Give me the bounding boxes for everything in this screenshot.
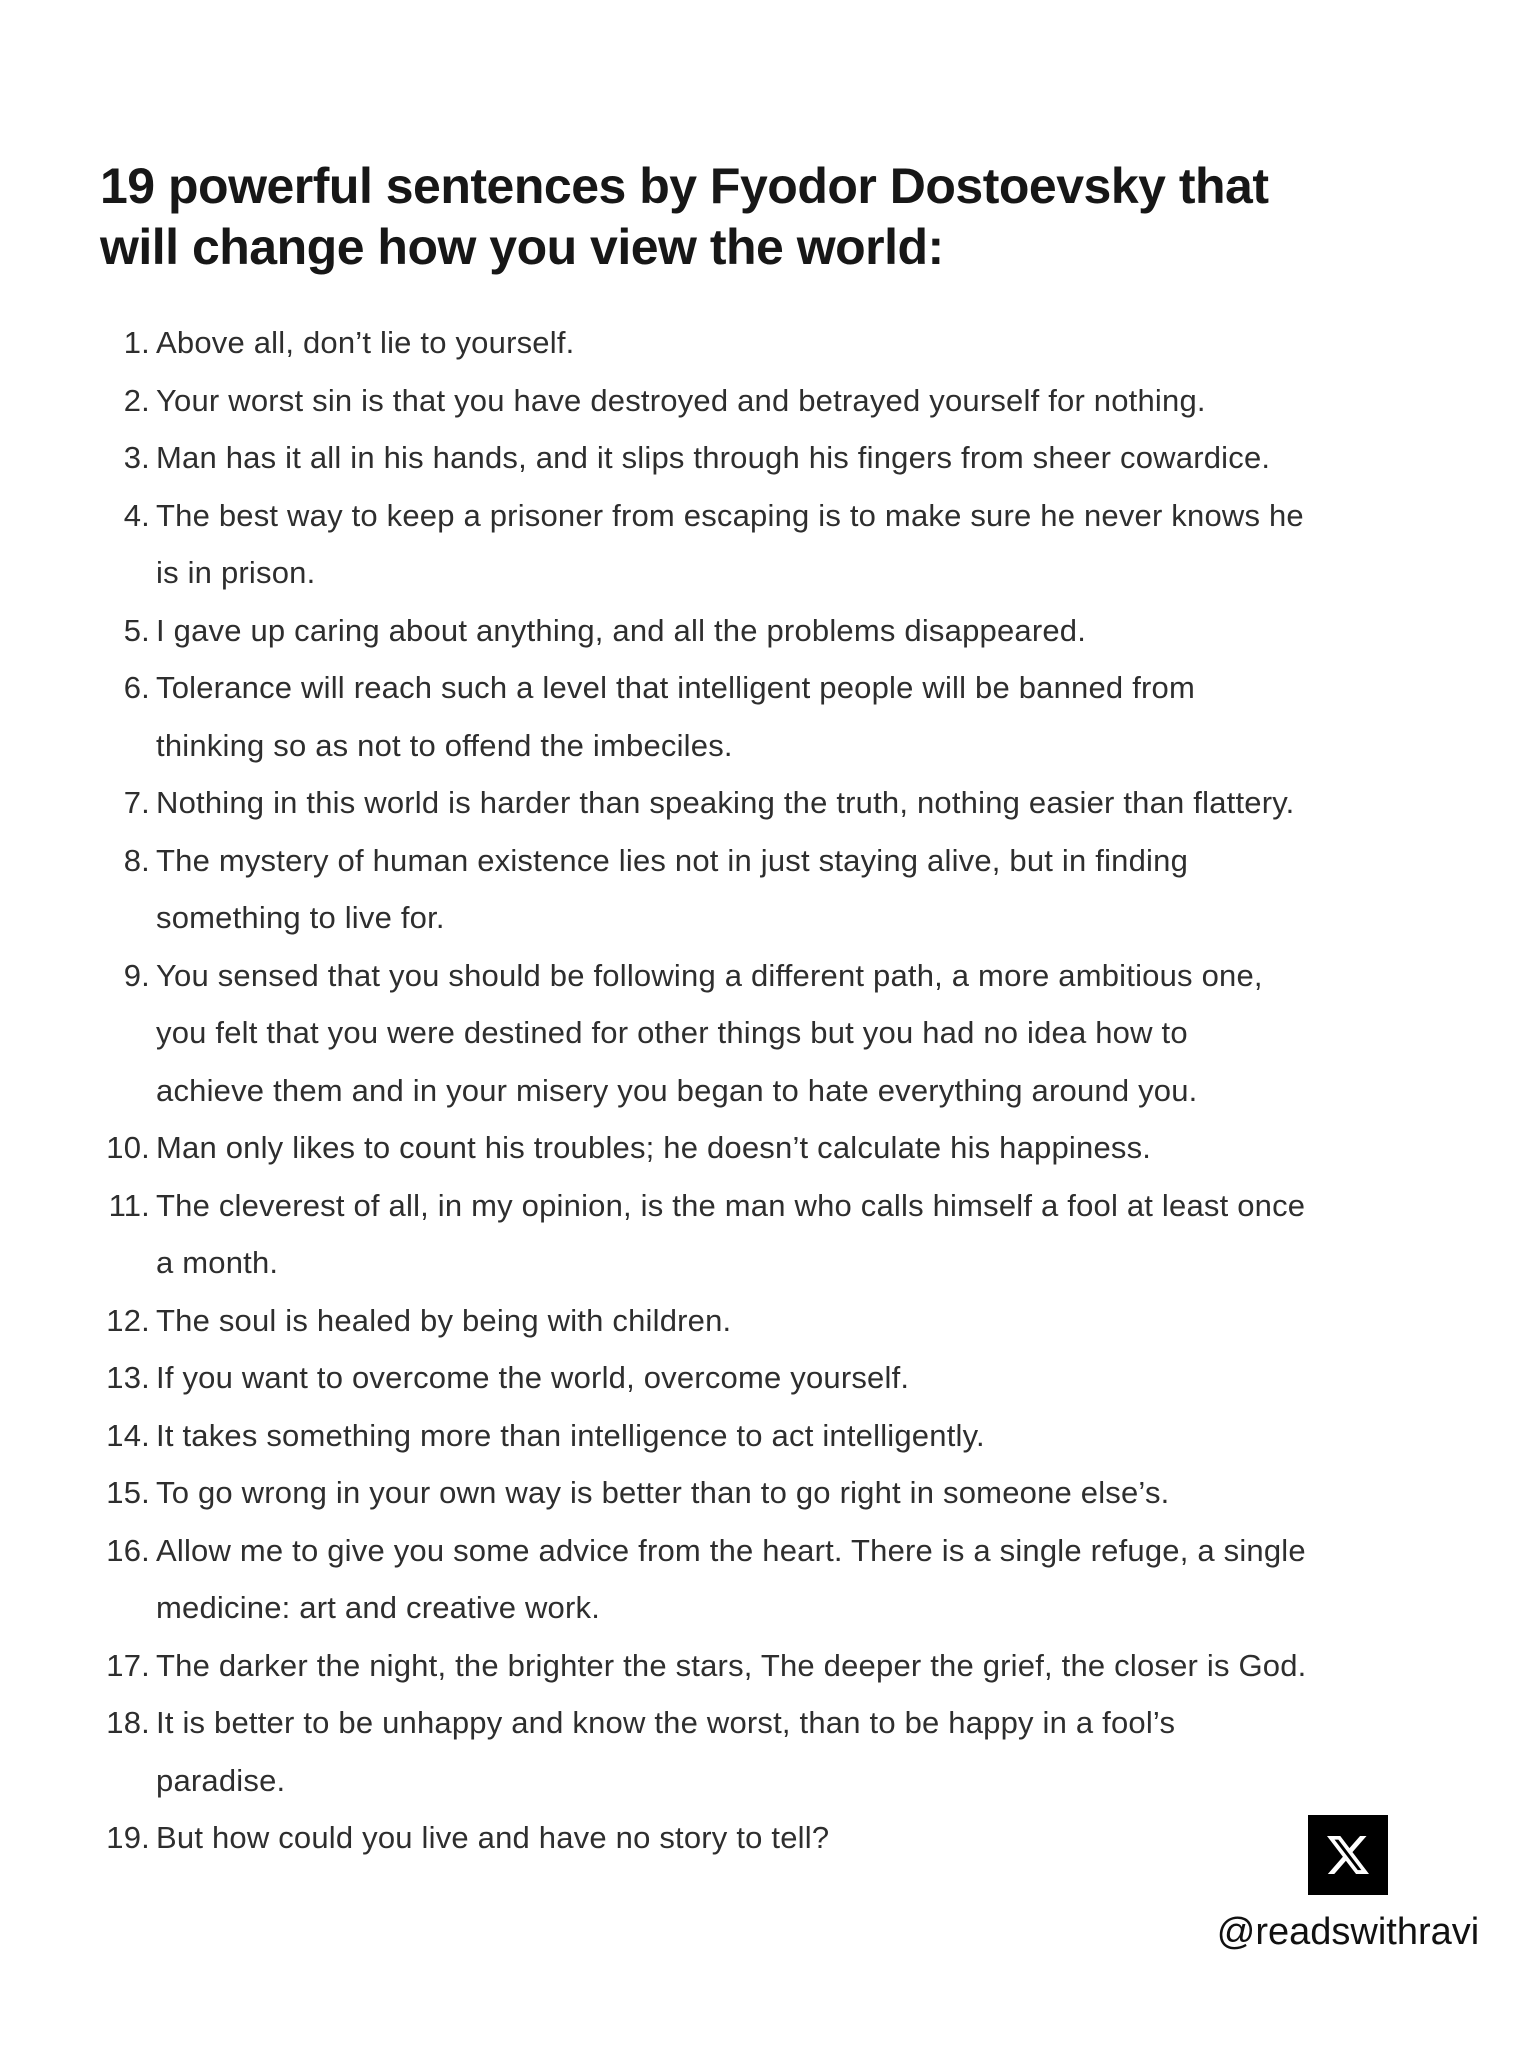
quote-text: [150, 1522, 1500, 1637]
quote-text-line: To go wrong in your own way is better than to go right in someone else’s.: [156, 1475, 1170, 1510]
quote-text-line: a month.: [156, 1245, 279, 1280]
quote-text-line: You sensed that you should be following a different path, a more ambitious one,: [156, 957, 1263, 993]
quote-item: [100, 774, 1500, 832]
quote-text-line: The cleverest of all, in my opinion, is the man who calls himself a fool at least once: [156, 1187, 1306, 1223]
quote-item: [100, 659, 1500, 774]
quote-text: [150, 947, 1500, 1120]
quote-number: 18.: [106, 1705, 150, 1740]
quote-item: [100, 314, 1500, 372]
quote-item: [100, 1349, 1500, 1407]
quote-text-line: Allow me to give you some advice from the heart. There is a single refuge, a single: [156, 1532, 1306, 1568]
quote-item: [100, 947, 1500, 1120]
quote-number: 2.: [123, 382, 150, 418]
quote-number: 4.: [123, 497, 150, 533]
quote-number: 15.: [106, 1475, 150, 1510]
quote-item: [100, 1637, 1500, 1695]
quote-number: 13.: [106, 1360, 150, 1395]
attribution-footer: [1216, 1815, 1480, 1954]
quote-number: 10.: [106, 1130, 150, 1165]
quote-text: [150, 1694, 1500, 1809]
quote-text-line: Man only likes to count his troubles; he doesn’t calculate his happiness.: [156, 1130, 1152, 1165]
quote-text-line: I gave up caring about anything, and all the problems disappeared.: [156, 612, 1087, 648]
quote-number: 1.: [123, 325, 150, 360]
quote-number: 12.: [106, 1302, 150, 1338]
quote-text-line: Tolerance will reach such a level that intelligent people will be banned from: [156, 670, 1195, 705]
quote-text-line: The soul is healed by being with children.: [156, 1302, 732, 1338]
quote-text-line: Man has it all in his hands, and it slips through his fingers from sheer cowardice.: [156, 440, 1271, 475]
quote-item: [100, 1522, 1500, 1637]
quote-text: [150, 659, 1500, 774]
quote-number: 9.: [123, 957, 150, 993]
quote-item: [100, 429, 1500, 487]
quote-text: [150, 1177, 1500, 1292]
quote-text-line: something to live for.: [156, 900, 445, 935]
quote-text: [150, 774, 1500, 832]
quote-text-line: The mystery of human existence lies not in just staying alive, but in finding: [156, 842, 1189, 878]
quote-item: [100, 1464, 1500, 1522]
quote-number: 16.: [106, 1532, 150, 1568]
quote-item: [100, 1407, 1500, 1465]
quote-text-line: The darker the night, the brighter the stars, The deeper the grief, the closer is God.: [156, 1647, 1307, 1683]
quote-text-line: Above all, don’t lie to yourself.: [156, 325, 575, 360]
quote-text-line: If you want to overcome the world, overcome yourself.: [156, 1360, 910, 1395]
page-title-line-1: 19 powerful sentences by Fyodor Dostoevsky that: [100, 158, 1269, 214]
quote-text: [150, 1119, 1500, 1177]
quote-number: 7.: [123, 785, 150, 820]
quote-text-line: is in prison.: [156, 555, 316, 590]
quote-number: 5.: [123, 612, 150, 648]
quote-text: [150, 1292, 1500, 1350]
quote-text: [150, 1349, 1500, 1407]
quote-text: [150, 314, 1500, 372]
quote-item: [100, 602, 1500, 660]
quote-item: [100, 372, 1500, 430]
quote-item: [100, 487, 1500, 602]
quote-number: 8.: [123, 842, 150, 878]
quote-text: [150, 602, 1500, 660]
author-handle: @readswithravi: [1216, 1911, 1480, 1953]
quote-text-line: It is better to be unhappy and know the worst, than to be happy in a fool’s: [156, 1705, 1176, 1740]
quote-number: 17.: [106, 1647, 150, 1683]
quote-text-line: thinking so as not to offend the imbeciles.: [156, 727, 733, 763]
quote-item: [100, 1177, 1500, 1292]
quote-text: [150, 429, 1500, 487]
x-logo-icon: [1308, 1815, 1388, 1895]
quote-number: 14.: [106, 1417, 150, 1453]
quote-text-line: achieve them and in your misery you began to hate everything around you.: [156, 1072, 1198, 1108]
quote-text-line: But how could you live and have no story to tell?: [156, 1820, 830, 1855]
quote-text: [150, 372, 1500, 430]
quote-text: [150, 1407, 1500, 1465]
quote-number: 6.: [123, 670, 150, 705]
quote-number: 11.: [108, 1187, 150, 1223]
quote-number: 19.: [106, 1820, 150, 1855]
quote-text-line: Nothing in this world is harder than speaking the truth, nothing easier than flattery.: [156, 785, 1295, 820]
quote-text-line: It takes something more than intelligence to act intelligently.: [156, 1417, 985, 1453]
quote-text-line: you felt that you were destined for other things but you had no idea how to: [156, 1015, 1188, 1050]
quote-text: [150, 1637, 1500, 1695]
quote-item: [100, 832, 1500, 947]
quotes-list: [100, 314, 1500, 1867]
quote-text-line: Your worst sin is that you have destroyed and betrayed yourself for nothing.: [156, 382, 1206, 418]
page-title-line-2: will change how you view the world:: [100, 219, 944, 275]
quote-text-line: paradise.: [156, 1762, 286, 1798]
quote-text: [150, 1464, 1500, 1522]
quote-item: [100, 1292, 1500, 1350]
quote-text: [150, 487, 1500, 602]
quote-text-line: medicine: art and creative work.: [156, 1590, 601, 1625]
quote-text-line: The best way to keep a prisoner from escaping is to make sure he never knows he: [156, 497, 1304, 533]
quote-item: [100, 1694, 1500, 1809]
quote-item: [100, 1119, 1500, 1177]
quote-text: [150, 832, 1500, 947]
quote-number: 3.: [123, 440, 150, 475]
page-title: [100, 156, 1269, 278]
